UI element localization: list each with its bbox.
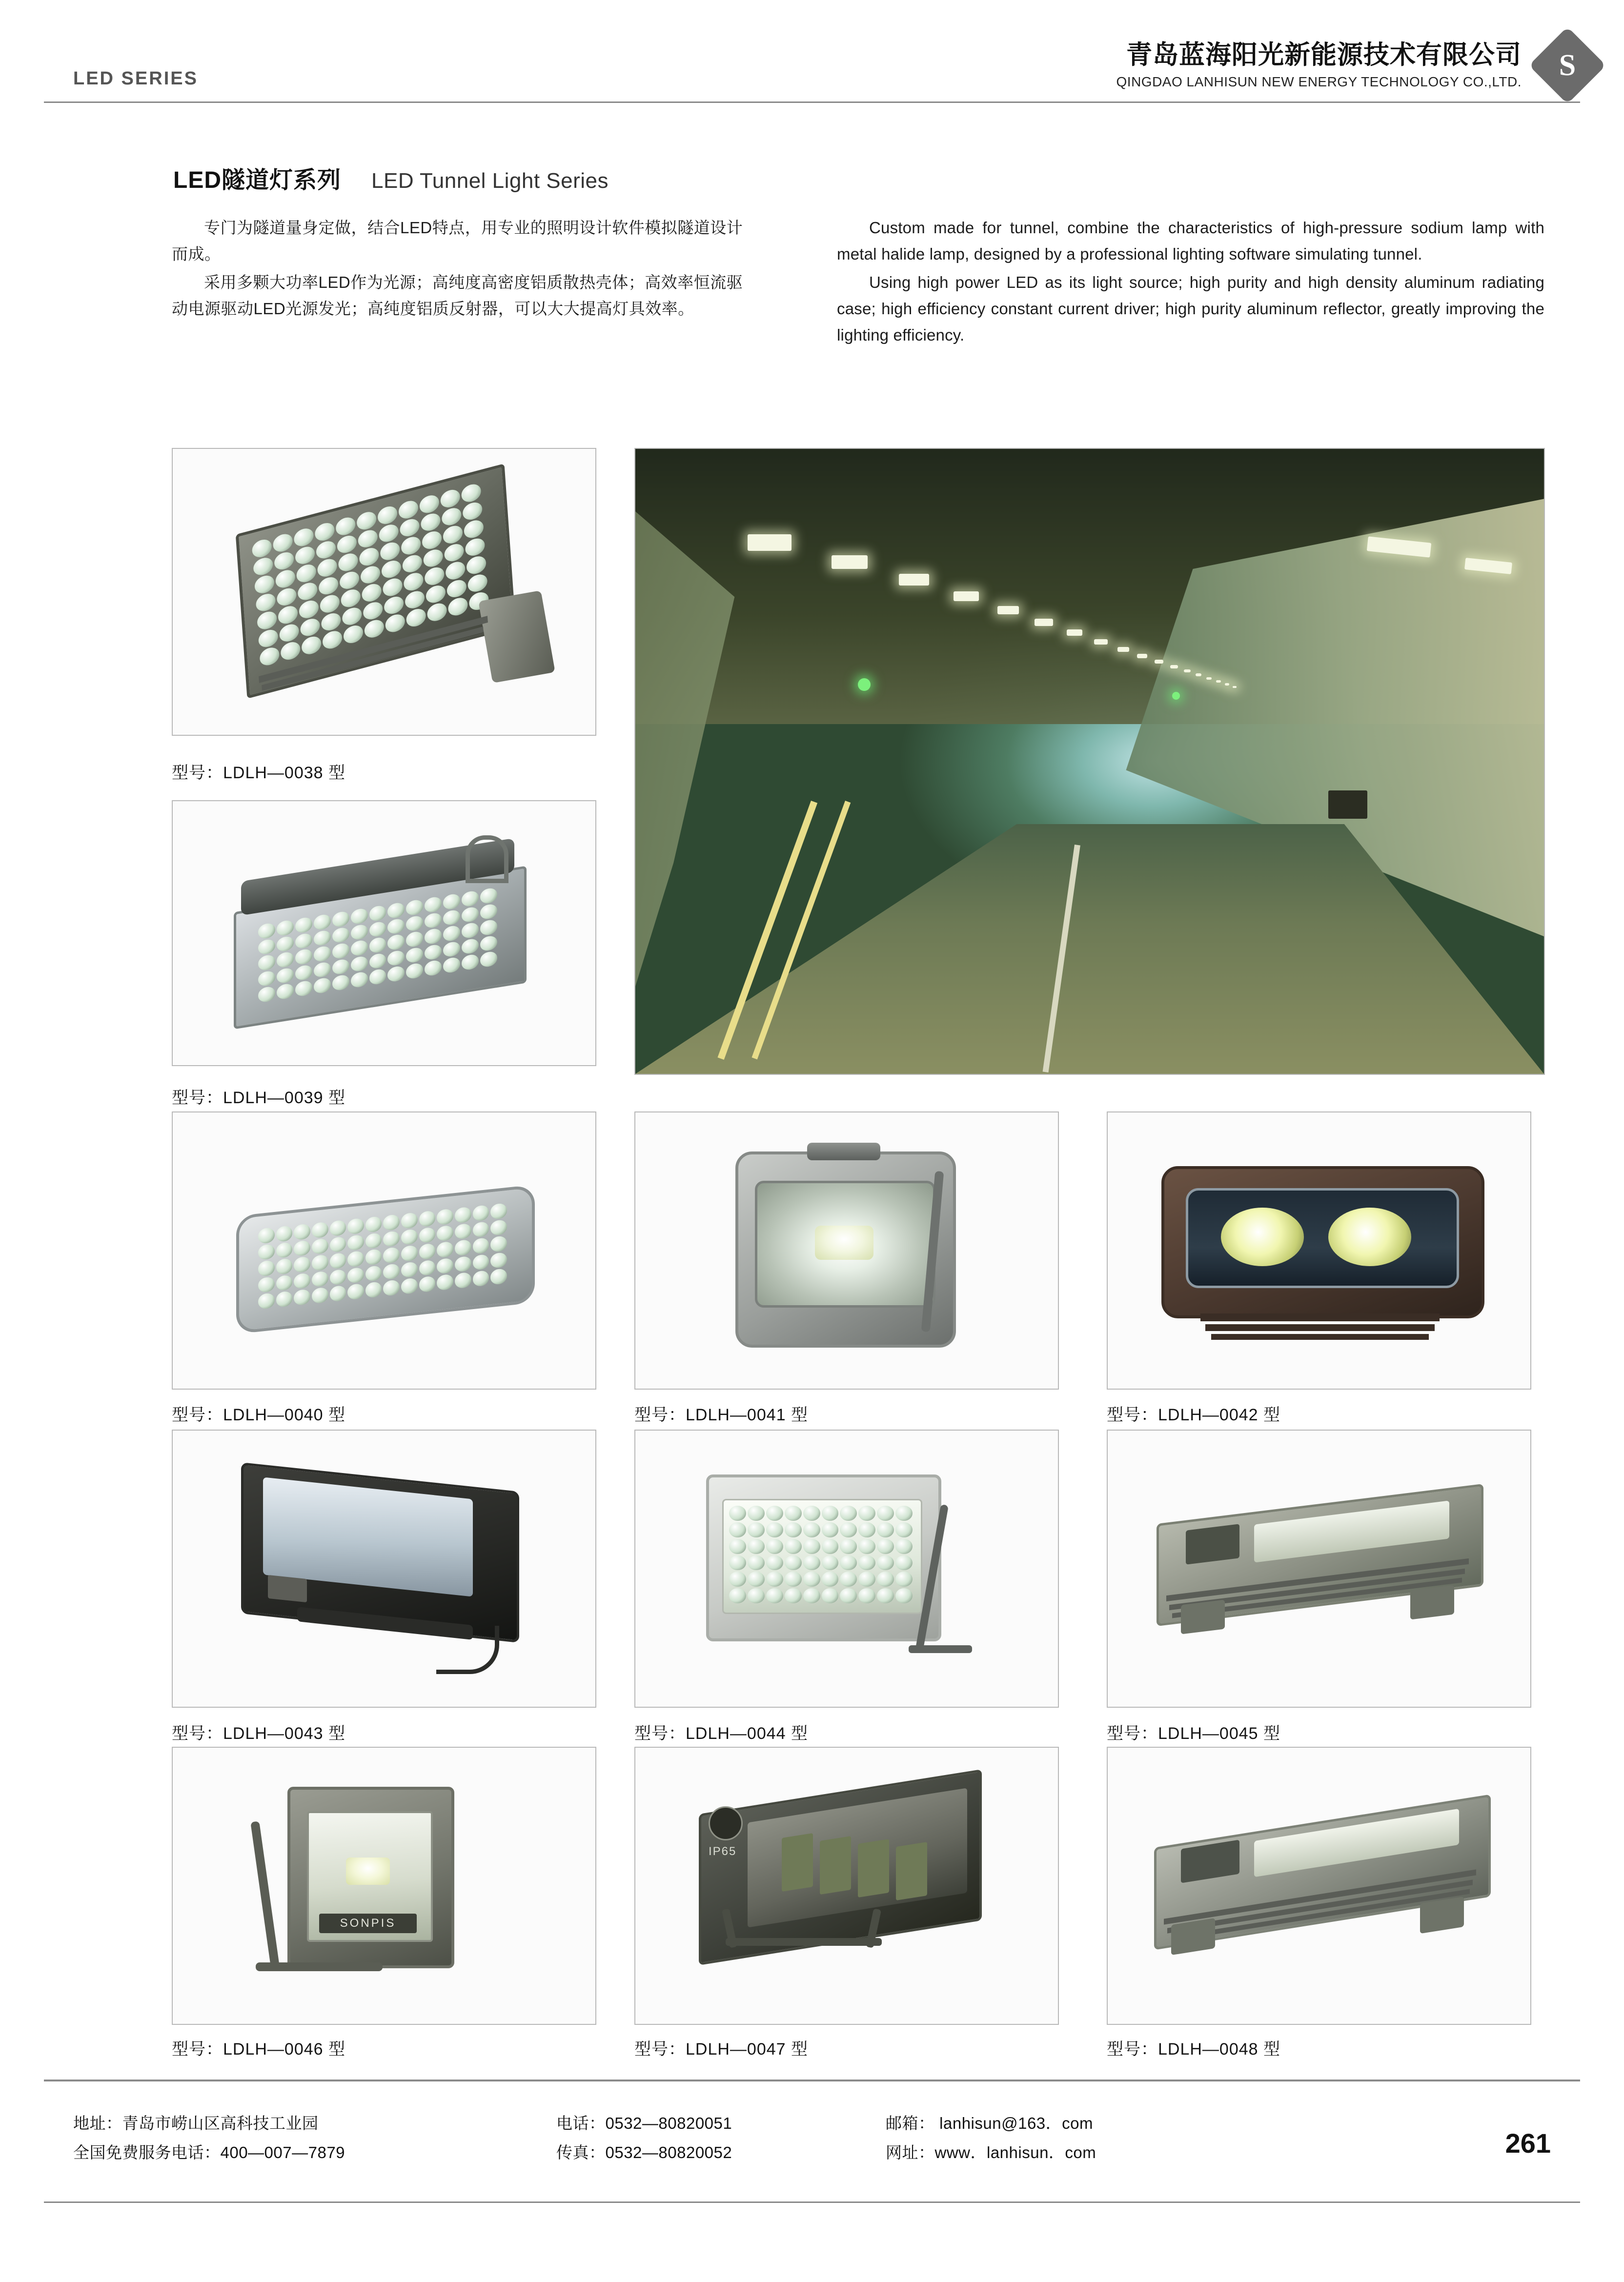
lamp-cob-chip: [815, 1226, 873, 1260]
intro-cn-paragraph-1: 专门为隧道量身定做，结合LED特点，用专业的照明设计软件模拟隧道设计而成。: [172, 219, 743, 263]
company-name-cn: 青岛蓝海阳光新能源技术有限公司: [1126, 40, 1522, 69]
lamp-art-0040: [173, 1112, 595, 1389]
product-image-0046: [172, 1747, 596, 2025]
product-image-0042: [1107, 1111, 1531, 1390]
product-image-0039: [172, 800, 596, 1066]
lamp-module-1: [782, 1833, 813, 1892]
lamp-bracket: [250, 1821, 280, 1967]
lamp-art-0047: [635, 1748, 1058, 2024]
company-logo-letter: S: [1559, 48, 1576, 82]
product-image-0045: [1107, 1430, 1531, 1708]
footer-address-line-1: 地址：青岛市崂山区高科技工业园: [73, 2114, 319, 2132]
lamp-lens-left: [1221, 1208, 1304, 1266]
lamp-art-0044: [635, 1431, 1058, 1707]
product-caption-0043: 型号：LDLH—0043 型: [172, 1724, 346, 1743]
footer-divider-top: [44, 2080, 1580, 2081]
product-caption-0047: 型号：LDLH—0047 型: [634, 2040, 809, 2059]
intro-en-paragraph-1: Custom made for tunnel, combine the characteristics of high-pressure sodium lamp with metal halide lamp, designed by a professional lighting software simulating tunnel.: [837, 219, 1544, 263]
lamp-art-0046: [173, 1748, 595, 2024]
lamp-art-0042: [1108, 1112, 1530, 1389]
footer-telephone: [556, 2109, 732, 2167]
product-image-0047: [634, 1747, 1059, 2025]
header-divider: [44, 101, 1580, 103]
page-number: 261: [1505, 2128, 1551, 2159]
footer-address: [73, 2109, 345, 2167]
product-caption-0045: 型号：LDLH—0045 型: [1107, 1724, 1281, 1743]
lamp-mount-bracket: [1181, 1599, 1225, 1634]
tunnel-wall-box: [1328, 790, 1367, 819]
heat-fin: [1200, 1313, 1440, 1321]
lamp-art-0043: [173, 1431, 595, 1707]
product-caption-0040: 型号：LDLH—0040 型: [172, 1406, 346, 1424]
company-name-en: QINGDAO LANHISUN NEW ENERGY TECHNOLOGY CO.,LTD.: [1116, 74, 1522, 89]
lamp-module-2: [820, 1836, 851, 1895]
lamp-cob-chip: [346, 1858, 390, 1885]
series-label: LED SERIES: [73, 68, 198, 89]
section-title: [173, 161, 609, 195]
product-image-0048: [1107, 1747, 1531, 2025]
lamp-lens-right: [1328, 1208, 1411, 1266]
lamp-switch-box: [268, 1575, 307, 1602]
lamp-art-0038: [173, 449, 595, 735]
footer-address-line-2: 全国免费服务电话：400—007—7879: [73, 2143, 345, 2161]
lamp-module-3: [858, 1839, 889, 1898]
intro-chinese: [172, 215, 748, 324]
lamp-hanger: [466, 835, 508, 883]
lamp-ip-rating-label: IP65: [709, 1845, 737, 1858]
product-caption-0038: 型号：LDLH—0038 型: [172, 764, 346, 782]
company-block: [1116, 40, 1522, 90]
product-caption-0042: 型号：LDLH—0042 型: [1107, 1406, 1281, 1424]
intro-en-paragraph-2: Using high power LED as its light source; high purity and high density aluminum radiating case; high efficiency constant current driver; high purity aluminum reflector, greatly improving the lighting efficiency.: [837, 273, 1544, 344]
lamp-art-0045: [1108, 1431, 1530, 1707]
product-image-0041: [634, 1111, 1059, 1390]
product-caption-0048: 型号：LDLH—0048 型: [1107, 2040, 1281, 2059]
lamp-brand-plate: SONPIS: [319, 1914, 417, 1933]
led-array: [729, 1506, 913, 1603]
product-image-0038: [172, 448, 596, 736]
section-title-cn: LED隧道灯系列: [173, 167, 342, 193]
section-title-en: LED Tunnel Light Series: [371, 169, 609, 193]
lamp-brand-badge: [709, 1806, 743, 1840]
lamp-mount-bracket: [1171, 1918, 1215, 1955]
lamp-cable: [436, 1626, 499, 1674]
product-caption-0041: 型号：LDLH—0041 型: [634, 1406, 809, 1424]
lamp-art-0039: [173, 801, 595, 1065]
tunnel-green-signal: [858, 678, 871, 691]
lamp-bracket: [478, 590, 555, 683]
lamp-handle: [807, 1143, 880, 1160]
lamp-stand: [726, 1938, 882, 1946]
footer-fax-line: 传真：0532—80820052: [556, 2143, 732, 2161]
product-image-0043: [172, 1430, 596, 1708]
product-image-0040: [172, 1111, 596, 1390]
product-caption-0044: 型号：LDLH—0044 型: [634, 1724, 809, 1743]
lamp-art-0041: [635, 1112, 1058, 1389]
tunnel-light: [748, 534, 792, 551]
footer-tel-line: 电话：0532—80820051: [556, 2114, 732, 2132]
footer-contact: [886, 2109, 1096, 2167]
footer-website-line: 网址：www．lanhisun．com: [886, 2143, 1096, 2161]
footer-email-line: 邮箱： lanhisun@163．com: [886, 2114, 1093, 2132]
lamp-art-0048: [1108, 1748, 1530, 2024]
intro-cn-paragraph-2: 采用多颗大功率LED作为光源；高纯度高密度铝质散热壳体；高效率恒流驱动电源驱动LED光源发光；高纯度铝质反射器，可以大大提高灯具效率。: [172, 273, 743, 318]
footer-divider-bottom: [44, 2201, 1580, 2203]
page-header: [0, 0, 1624, 112]
intro-english: [837, 215, 1544, 350]
lamp-base: [909, 1645, 972, 1653]
tunnel-photo: [634, 448, 1545, 1075]
product-caption-0046: 型号：LDLH—0046 型: [172, 2040, 346, 2059]
product-image-0044: [634, 1430, 1059, 1708]
page-footer: [0, 2098, 1624, 2196]
product-caption-0039: 型号：LDLH—0039 型: [172, 1089, 346, 1107]
lamp-gear-box: [1186, 1524, 1239, 1565]
lamp-module-4: [896, 1842, 927, 1900]
